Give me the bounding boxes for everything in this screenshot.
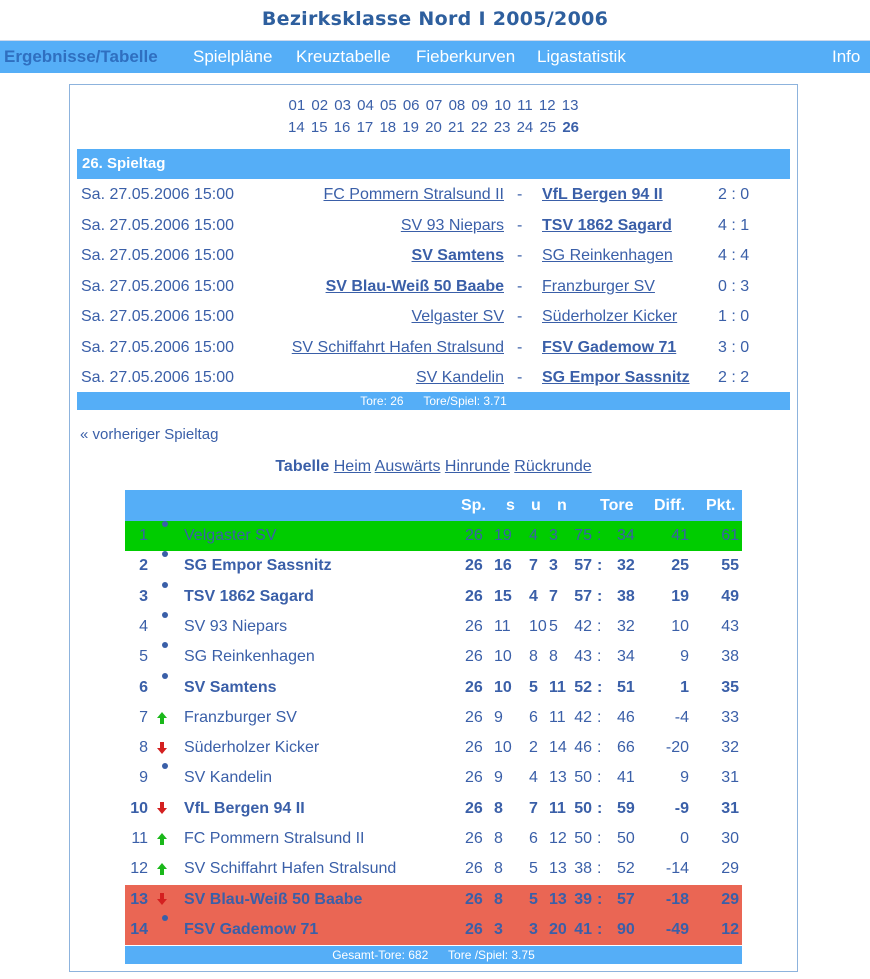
game-date: Sa. 27.05.2006 15:00	[81, 247, 235, 264]
matchday-link[interactable]: 20	[425, 119, 442, 136]
goal-diff-cell: -49	[665, 920, 689, 938]
points-cell: 32	[721, 739, 739, 757]
points-cell: 29	[721, 890, 739, 908]
points-cell: 12	[721, 920, 739, 938]
team-link[interactable]: SG Reinkenhagen	[184, 648, 315, 666]
nav-results-table[interactable]: Ergebnisse/Tabelle	[4, 47, 158, 66]
games-cell: 26	[465, 890, 483, 908]
losses-cell: 3	[549, 557, 558, 575]
home-team-link[interactable]: SV Samtens	[411, 247, 504, 264]
goals-against-cell: 52	[617, 860, 635, 878]
home-team-link[interactable]: SV Blau-Weiß 50 Baabe	[325, 277, 504, 295]
col-goals: Tore	[600, 497, 634, 514]
wins-cell: 15	[494, 587, 512, 605]
team-link[interactable]: SV 93 Niepars	[184, 617, 288, 635]
goals-against-cell: 51	[617, 678, 635, 696]
table-row	[125, 703, 742, 733]
home-team-link[interactable]: FC Pommern Stralsund II	[323, 186, 504, 203]
rank-cell: 3	[139, 587, 148, 605]
home-team-link[interactable]: SV Schiffahrt Hafen Stralsund	[291, 338, 504, 356]
nav-schedules[interactable]: Spielpläne	[193, 47, 273, 66]
goals-against-cell: 34	[617, 527, 635, 544]
games-cell: 26	[465, 830, 483, 847]
rank-cell: 4	[139, 617, 148, 635]
draws-cell: 8	[529, 648, 538, 666]
team-link[interactable]: SV Schiffahrt Hafen Stralsund	[184, 860, 397, 878]
goals-colon: :	[597, 557, 603, 575]
goals-against-cell: 34	[617, 648, 635, 666]
col-diff: Diff.	[654, 497, 686, 514]
rank-cell: 10	[130, 799, 148, 817]
goals-colon: :	[597, 890, 603, 908]
matchday-link[interactable]: 09	[471, 97, 489, 114]
goals-for-cell: 39	[574, 890, 592, 908]
matchday-link[interactable]: 17	[356, 119, 374, 136]
draws-cell: 6	[529, 708, 538, 726]
matchday-link[interactable]: 07	[425, 97, 443, 114]
matchday-link[interactable]: 26	[562, 119, 579, 136]
game-date: Sa. 27.05.2006 15:00	[81, 277, 235, 295]
score-separator: -	[517, 338, 523, 356]
rank-cell: 6	[139, 678, 148, 696]
matchday-link[interactable]: 23	[493, 119, 511, 136]
losses-cell: 14	[549, 739, 567, 757]
score-separator: -	[517, 308, 523, 325]
points-cell: 30	[721, 830, 739, 847]
losses-cell: 8	[549, 648, 558, 666]
goals-colon: :	[597, 769, 602, 787]
matchday-title: 26. Spieltag	[77, 149, 790, 179]
game-score: 2 : 2	[718, 369, 750, 386]
goals-against-cell: 50	[617, 830, 635, 847]
table-row	[125, 551, 742, 581]
arrow-down-icon	[155, 885, 169, 915]
team-link[interactable]: Velgaster SV	[184, 527, 277, 544]
tab-first-half[interactable]: Hinrunde	[444, 458, 510, 475]
points-cell: 49	[721, 587, 739, 605]
losses-cell: 11	[549, 708, 566, 726]
matchday-link[interactable]: 22	[470, 119, 488, 136]
matchday-link[interactable]: 19	[402, 119, 419, 136]
standings-header	[125, 490, 742, 521]
page-title: Bezirksklasse Nord I 2005/2006	[261, 8, 609, 30]
game-score: 4 : 4	[718, 247, 750, 264]
arrow-up-icon	[155, 703, 169, 733]
points-cell: 35	[721, 678, 739, 696]
matchday-link[interactable]: 01	[288, 97, 306, 114]
goals-colon: :	[597, 920, 603, 938]
team-link[interactable]: SV Blau-Weiß 50 Baabe	[184, 890, 363, 908]
losses-cell: 12	[549, 830, 567, 847]
losses-cell: 13	[549, 860, 567, 878]
goals-for-cell: 57	[574, 587, 592, 605]
goals-colon: :	[597, 648, 602, 666]
wins-cell: 10	[494, 739, 512, 757]
draws-cell: 7	[529, 557, 538, 575]
game-row	[77, 211, 790, 241]
matchday-link[interactable]: 02	[311, 97, 329, 114]
losses-cell: 5	[549, 617, 558, 635]
team-link[interactable]: FC Pommern Stralsund II	[184, 830, 365, 847]
matchday-selector	[69, 95, 798, 139]
goals-against-cell: 46	[617, 708, 635, 726]
game-score: 4 : 1	[718, 216, 750, 234]
points-cell: 38	[721, 648, 739, 666]
arrow-up-icon	[155, 854, 169, 884]
table-row	[125, 794, 742, 824]
wins-cell: 3	[494, 920, 503, 938]
draws-cell: 10	[529, 617, 547, 635]
game-row	[77, 272, 790, 302]
game-score: 2 : 0	[718, 186, 750, 203]
matchday-link[interactable]: 25	[539, 119, 557, 136]
goal-diff-cell: -18	[665, 890, 689, 908]
draws-cell: 3	[529, 920, 538, 938]
losses-cell: 11	[549, 678, 566, 696]
wins-cell: 8	[494, 799, 503, 817]
losses-cell: 11	[549, 799, 566, 817]
tab-table[interactable]: Tabelle	[275, 458, 330, 475]
game-row	[77, 333, 790, 363]
score-separator: -	[517, 277, 523, 295]
nav-league-stats[interactable]: Ligastatistik	[537, 47, 626, 66]
arrow-down-icon	[155, 794, 169, 824]
rank-cell: 11	[131, 830, 148, 847]
matchday-link[interactable]: 16	[333, 119, 351, 136]
games-cell: 26	[465, 708, 483, 726]
games-cell: 26	[465, 860, 483, 878]
draws-cell: 5	[529, 890, 538, 908]
points-cell: 33	[721, 708, 739, 726]
score-separator: -	[517, 247, 523, 264]
points-cell: 61	[721, 527, 739, 544]
matchday-link[interactable]: 06	[402, 97, 420, 114]
goal-diff-cell: 10	[671, 617, 689, 635]
rank-cell: 8	[139, 739, 148, 757]
wins-cell: 8	[494, 830, 503, 847]
matchday-link[interactable]: 21	[448, 119, 465, 136]
game-row	[77, 302, 790, 332]
home-team-link[interactable]: SV 93 Niepars	[400, 216, 504, 234]
goals-for-cell: 38	[574, 860, 592, 878]
draws-cell: 5	[529, 860, 538, 878]
rank-cell: 1	[139, 527, 148, 544]
points-cell: 31	[721, 769, 739, 787]
goals-colon: :	[597, 799, 603, 817]
table-row	[125, 854, 742, 884]
losses-cell: 7	[549, 587, 558, 605]
table-row	[125, 582, 742, 612]
rank-cell: 7	[139, 708, 148, 726]
game-date: Sa. 27.05.2006 15:00	[81, 369, 235, 386]
games-cell: 26	[465, 678, 483, 696]
losses-cell: 13	[549, 890, 567, 908]
matchday-row-1	[69, 95, 798, 117]
goals-for-cell: 42	[574, 708, 592, 726]
team-link[interactable]: VfL Bergen 94 II	[184, 799, 305, 817]
nav-cross-table[interactable]: Kreuztabelle	[296, 47, 391, 66]
game-score: 0 : 3	[718, 277, 750, 295]
table-row	[125, 521, 742, 551]
goals-against-cell: 32	[617, 617, 635, 635]
game-date: Sa. 27.05.2006 15:00	[81, 216, 235, 234]
away-team-link[interactable]: FSV Gademow 71	[542, 338, 677, 356]
game-date: Sa. 27.05.2006 15:00	[81, 338, 235, 356]
losses-cell: 3	[549, 527, 558, 544]
table-row	[125, 824, 742, 854]
wins-cell: 19	[494, 527, 512, 544]
goals-against-cell: 66	[617, 739, 635, 757]
standings-footer: Gesamt-Tore: 682 Tore /Spiel: 3.75	[125, 946, 742, 964]
game-date: Sa. 27.05.2006 15:00	[81, 186, 235, 203]
games-cell: 26	[465, 799, 483, 817]
goals-against-cell: 57	[617, 890, 635, 908]
wins-cell: 8	[494, 860, 503, 878]
matchday-link[interactable]: 11	[517, 97, 533, 114]
team-link[interactable]: SV Samtens	[184, 678, 277, 696]
away-team-link[interactable]: SG Reinkenhagen	[542, 247, 673, 264]
goals-for-cell: 43	[574, 648, 592, 666]
table-row	[125, 642, 742, 672]
games-cell: 26	[465, 557, 483, 575]
rank-cell: 5	[139, 648, 148, 666]
team-link[interactable]: SG Empor Sassnitz	[184, 557, 332, 575]
table-row	[125, 733, 742, 763]
goal-diff-cell: 9	[680, 648, 689, 666]
away-team-link[interactable]: SG Empor Sassnitz	[542, 369, 690, 386]
goals-colon: :	[597, 678, 603, 696]
col-wins: s	[506, 497, 515, 514]
score-separator: -	[517, 216, 523, 234]
game-score: 3 : 0	[718, 338, 750, 356]
team-link[interactable]: TSV 1862 Sagard	[184, 587, 314, 605]
table-row	[125, 612, 742, 642]
game-score: 1 : 0	[718, 308, 750, 325]
goals-for-cell: 75	[574, 527, 592, 544]
goals-against-cell: 90	[617, 920, 635, 938]
table-tabs	[69, 457, 798, 477]
rank-cell: 9	[139, 769, 148, 787]
matchday-row-2	[69, 117, 798, 139]
goals-colon: :	[597, 860, 602, 878]
col-games: Sp.	[461, 497, 486, 514]
nav-info[interactable]: Info	[832, 47, 861, 66]
rank-cell: 14	[130, 920, 148, 938]
games-cell: 26	[465, 587, 483, 605]
points-cell: 31	[721, 799, 739, 817]
points-cell: 43	[721, 617, 739, 635]
table-row	[125, 763, 742, 793]
home-team-link[interactable]: Velgaster SV	[411, 308, 504, 325]
goals-against-cell: 41	[617, 769, 635, 787]
rank-cell: 2	[139, 557, 148, 575]
matchday-link[interactable]: 15	[310, 119, 328, 136]
losses-cell: 13	[549, 769, 567, 787]
team-link[interactable]: Süderholzer Kicker	[184, 739, 320, 757]
score-separator: -	[517, 369, 523, 386]
matchday-link[interactable]: 18	[379, 119, 397, 136]
team-link[interactable]: FSV Gademow 71	[184, 920, 319, 938]
game-date: Sa. 27.05.2006 15:00	[81, 308, 235, 325]
games-cell: 26	[465, 617, 483, 635]
matchday-link[interactable]: 12	[538, 97, 556, 114]
draws-cell: 4	[529, 769, 538, 787]
arrow-down-icon	[155, 733, 169, 763]
previous-matchday-link[interactable]: « vorheriger Spieltag	[80, 426, 219, 443]
table-row	[125, 885, 742, 915]
main-nav	[0, 41, 870, 73]
goals-for-cell: 50	[574, 769, 592, 787]
game-row	[77, 363, 790, 393]
goal-diff-cell: -20	[665, 739, 689, 757]
goals-colon: :	[597, 708, 602, 726]
goal-diff-cell: -14	[665, 860, 689, 878]
goal-diff-cell: 9	[680, 769, 689, 787]
col-points: Pkt.	[706, 497, 736, 514]
rank-cell: 13	[130, 890, 148, 908]
wins-cell: 9	[494, 708, 503, 726]
points-cell: 55	[721, 557, 739, 575]
game-row	[77, 180, 790, 210]
draws-cell: 7	[529, 799, 538, 817]
goals-for-cell: 57	[574, 557, 592, 575]
goals-colon: :	[597, 587, 603, 605]
tab-away[interactable]: Auswärts	[374, 458, 441, 475]
goals-against-cell: 32	[617, 557, 635, 575]
goal-diff-cell: 25	[671, 557, 689, 575]
goals-for-cell: 50	[574, 830, 592, 847]
wins-cell: 9	[494, 769, 503, 787]
matchday-link[interactable]: 10	[494, 97, 511, 114]
nav-fever-curves[interactable]: Fieberkurven	[416, 47, 516, 66]
wins-cell: 11	[494, 617, 511, 635]
matchday-link[interactable]: 08	[448, 97, 466, 114]
draws-cell: 6	[529, 830, 538, 847]
rank-cell: 12	[130, 860, 148, 878]
matchday-footer: Tore: 26 Tore/Spiel: 3.71	[77, 392, 790, 410]
goal-diff-cell: 19	[671, 587, 689, 605]
games-cell: 26	[465, 769, 483, 787]
wins-cell: 10	[494, 648, 512, 666]
tab-second-half[interactable]: Rückrunde	[514, 458, 592, 475]
col-draws: u	[531, 497, 541, 514]
matchday-link[interactable]: 04	[357, 97, 374, 114]
arrow-up-icon	[155, 824, 169, 854]
goals-colon: :	[597, 617, 602, 635]
goal-diff-cell: -4	[674, 708, 689, 726]
games-cell: 26	[465, 648, 483, 666]
goal-diff-cell: 41	[671, 527, 689, 544]
goals-for-cell: 41	[574, 920, 592, 938]
team-link[interactable]: Franzburger SV	[184, 708, 297, 726]
goals-for-cell: 42	[574, 617, 592, 635]
away-team-link[interactable]: VfL Bergen 94 II	[542, 186, 663, 203]
table-row	[125, 673, 742, 703]
draws-cell: 4	[529, 587, 538, 605]
games-cell: 26	[465, 527, 483, 544]
goals-against-cell: 38	[617, 587, 635, 605]
games-cell: 26	[465, 739, 483, 757]
team-link[interactable]: SV Kandelin	[184, 769, 273, 787]
home-team-link[interactable]: SV Kandelin	[415, 369, 504, 386]
points-cell: 29	[721, 860, 739, 878]
matchday-link[interactable]: 14	[288, 119, 305, 136]
losses-cell: 20	[549, 920, 567, 938]
matchday-link[interactable]: 05	[379, 97, 397, 114]
draws-cell: 2	[529, 739, 538, 757]
matchday-link[interactable]: 03	[334, 97, 351, 114]
matchday-link[interactable]: 24	[516, 119, 534, 136]
game-row	[77, 241, 790, 271]
score-separator: -	[517, 186, 523, 203]
goal-diff-cell: 1	[680, 678, 689, 696]
wins-cell: 10	[494, 678, 512, 696]
away-team-link[interactable]: Süderholzer Kicker	[542, 308, 678, 325]
goal-diff-cell: 0	[680, 830, 689, 847]
draws-cell: 4	[529, 527, 538, 544]
wins-cell: 8	[494, 890, 503, 908]
goals-against-cell: 59	[617, 799, 635, 817]
table-row	[125, 915, 742, 945]
col-losses: n	[557, 497, 567, 514]
matchday-link[interactable]: 13	[561, 97, 579, 114]
goal-diff-cell: -9	[674, 799, 689, 817]
games-cell: 26	[465, 920, 483, 938]
draws-cell: 5	[529, 678, 538, 696]
away-team-link[interactable]: Franzburger SV	[542, 277, 655, 295]
away-team-link[interactable]: TSV 1862 Sagard	[542, 216, 672, 234]
wins-cell: 16	[494, 557, 512, 575]
goals-colon: :	[597, 527, 602, 544]
goals-colon: :	[597, 830, 602, 847]
goals-for-cell: 50	[574, 799, 592, 817]
tab-home[interactable]: Heim	[333, 458, 372, 475]
goals-for-cell: 52	[574, 678, 592, 696]
goals-colon: :	[597, 739, 602, 757]
goals-for-cell: 46	[574, 739, 592, 757]
